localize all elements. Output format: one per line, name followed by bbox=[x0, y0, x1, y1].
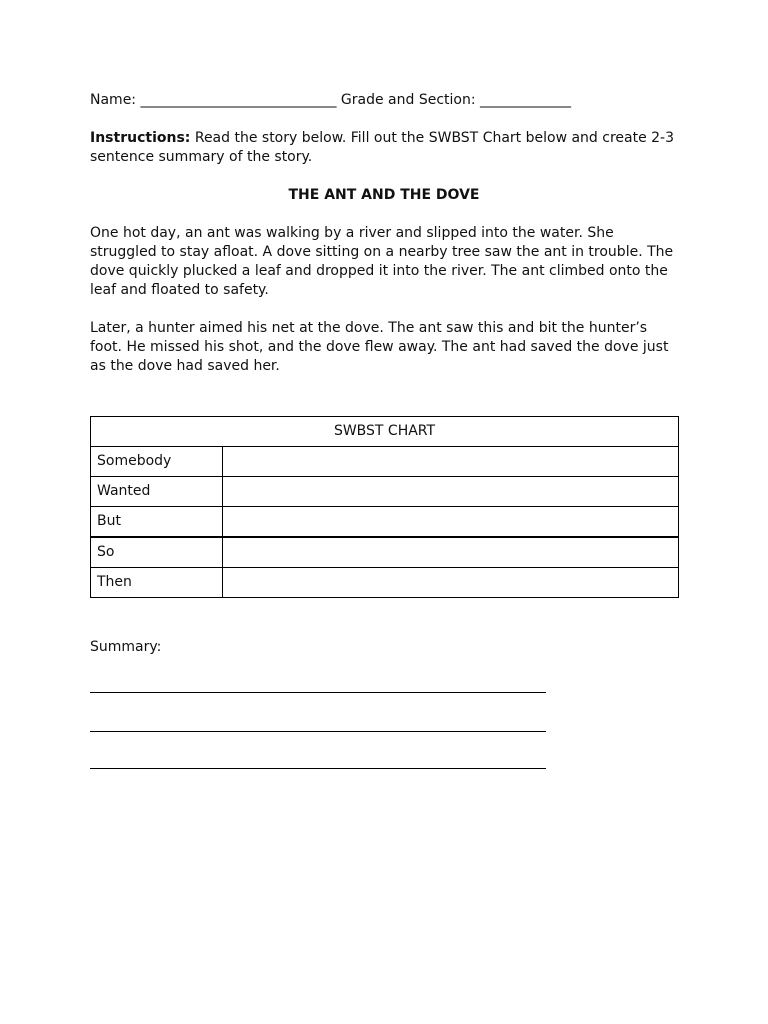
chart-row-wanted bbox=[91, 477, 679, 507]
story-paragraph-1: One hot day, an ant was walking by a river and slipped into the water. She struggled to stay afloat. A dove sitting on a nearby tree saw the ant in trouble. The dove quickly plucked a leaf and dropped it into the river. The ant climbed onto the leaf and floated to safety. bbox=[90, 225, 674, 298]
swbst-chart bbox=[90, 416, 679, 598]
chart-answer-then[interactable] bbox=[223, 568, 679, 598]
instructions-label: Instructions: bbox=[90, 130, 191, 146]
chart-row-somebody bbox=[91, 447, 679, 477]
chart-label-somebody: Somebody bbox=[91, 447, 223, 477]
chart-row-but bbox=[91, 507, 679, 538]
instructions bbox=[90, 129, 690, 167]
story-paragraph-2: Later, a hunter aimed his net at the dove. The ant saw this and bit the hunter’s foot. He missed his shot, and the dove flew away. The ant had saved the dove just as the dove had saved her. bbox=[90, 320, 669, 374]
swbst-chart-title: SWBST CHART bbox=[91, 417, 679, 447]
chart-answer-but[interactable] bbox=[223, 507, 679, 538]
chart-answer-wanted[interactable] bbox=[223, 477, 679, 507]
chart-label-wanted: Wanted bbox=[91, 477, 223, 507]
chart-label-but: But bbox=[91, 507, 223, 538]
name-grade-line: Name: ____________________________ Grade and Section: _____________ bbox=[90, 92, 572, 108]
instructions-text: Read the story below. Fill out the SWBST Chart below and create 2-3 sentence summary of the story. bbox=[90, 130, 675, 165]
chart-answer-so[interactable] bbox=[223, 537, 679, 568]
summary-answer-line-2[interactable] bbox=[90, 731, 546, 732]
story-title: THE ANT AND THE DOVE bbox=[288, 187, 480, 203]
summary-label: Summary: bbox=[90, 639, 162, 655]
chart-label-then: Then bbox=[91, 568, 223, 598]
chart-label-so: So bbox=[91, 537, 223, 568]
chart-row-so bbox=[91, 537, 679, 568]
summary-answer-line-3[interactable] bbox=[90, 768, 546, 769]
chart-row-then bbox=[91, 568, 679, 598]
chart-answer-somebody[interactable] bbox=[223, 447, 679, 477]
summary-answer-line-1[interactable] bbox=[90, 692, 546, 693]
